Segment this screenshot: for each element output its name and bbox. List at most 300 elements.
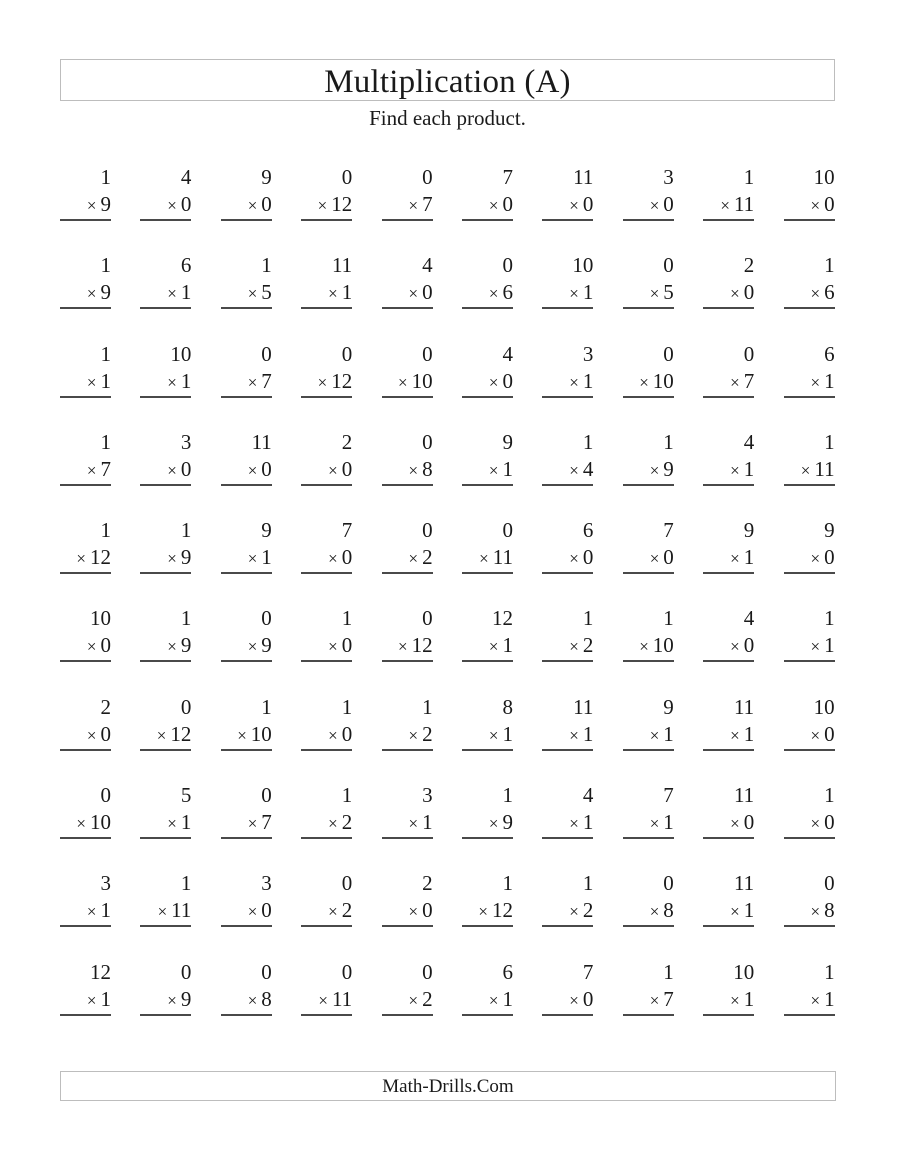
multiplier: 11 (171, 898, 192, 923)
times-icon: × (76, 814, 86, 834)
multiplier: 9 (180, 986, 192, 1011)
multiplier-line (703, 985, 754, 1013)
times-icon: × (86, 902, 97, 922)
multiplicand: 0 (422, 959, 433, 984)
multiplicand: 0 (341, 871, 353, 896)
multiplication-problem (784, 248, 835, 309)
multiplicand: 1 (582, 871, 594, 896)
multiplier-line (623, 367, 674, 395)
answer-line (301, 837, 352, 839)
answer-line (542, 660, 593, 662)
multiplicand: 11 (733, 783, 755, 808)
multiplier-line (542, 190, 593, 218)
multiplication-problem (221, 513, 272, 574)
multiplier-line (382, 278, 433, 306)
answer-line (542, 396, 593, 398)
multiplier: 0 (100, 633, 111, 658)
answer-line (462, 484, 513, 486)
multiplicand: 0 (422, 429, 433, 454)
multiplier-line (221, 985, 272, 1013)
answer-line (542, 484, 593, 486)
multiplicand: 0 (261, 959, 272, 984)
multiplier: 9 (663, 456, 674, 481)
multiplication-problem (784, 337, 835, 398)
multiplication-problem (60, 160, 111, 221)
multiplier-line (623, 985, 674, 1013)
multiplier-line (542, 896, 593, 924)
answer-line (542, 219, 593, 221)
times-icon: × (488, 196, 499, 215)
answer-line (140, 749, 191, 751)
multiplier-line (703, 190, 754, 218)
multiplication-problem (784, 955, 835, 1016)
times-icon: × (569, 814, 579, 834)
answer-line (60, 925, 111, 927)
times-icon: × (156, 725, 167, 745)
multiplier-line (60, 278, 111, 306)
multiplier-line (623, 896, 674, 924)
multiplier-line (784, 808, 835, 836)
times-icon: × (649, 902, 660, 922)
multiplier: 1 (743, 986, 755, 1011)
multiplicand: 6 (502, 959, 513, 984)
answer-line (301, 749, 352, 751)
multiplication-problem (221, 955, 272, 1016)
multiplicand: 7 (341, 518, 353, 543)
multiplicand: 1 (180, 871, 192, 896)
multiplier: 7 (743, 368, 755, 393)
multiplier: 0 (422, 280, 433, 305)
answer-line (140, 925, 191, 927)
multiplier: 0 (341, 545, 353, 570)
multiplication-problem (221, 601, 272, 662)
multiplier-line (221, 543, 272, 571)
multiplicand: 9 (743, 518, 755, 543)
answer-line (784, 925, 835, 927)
multiplier: 1 (743, 456, 755, 481)
multiplication-problem (462, 778, 513, 839)
multiplicand: 11 (573, 165, 594, 189)
times-icon: × (649, 814, 660, 834)
multiplier: 9 (180, 545, 192, 570)
times-icon: × (730, 549, 740, 569)
multiplier-line (60, 631, 111, 659)
times-icon: × (810, 284, 821, 304)
problem-row (60, 955, 836, 1043)
multiplicand: 10 (572, 253, 594, 278)
times-icon: × (649, 549, 660, 569)
multiplicand: 7 (663, 518, 674, 543)
multiplicand: 1 (582, 606, 594, 631)
times-icon: × (730, 372, 740, 392)
problem-row (60, 778, 836, 866)
answer-line (462, 219, 513, 221)
multiplicand: 3 (422, 783, 433, 808)
multiplicand: 1 (261, 253, 272, 278)
answer-line (382, 749, 433, 751)
multiplicand: 1 (100, 341, 111, 366)
multiplication-problem (140, 248, 191, 309)
multiplication-problem (301, 513, 352, 574)
multiplication-problem (382, 160, 433, 221)
multiplicand: 9 (824, 518, 835, 543)
times-icon: × (317, 372, 328, 392)
multiplier: 6 (502, 280, 513, 305)
multiplier-line (542, 455, 593, 483)
multiplier: 2 (422, 545, 433, 570)
multiplier-line (140, 985, 191, 1013)
answer-line (382, 307, 433, 309)
answer-line (60, 219, 111, 221)
multiplication-problem (623, 337, 674, 398)
multiplier-line (623, 278, 674, 306)
multiplier-line (382, 631, 433, 659)
times-icon: × (810, 549, 821, 569)
multiplication-problem (301, 690, 352, 751)
answer-line (221, 219, 272, 221)
answer-line (221, 837, 272, 839)
multiplier-line (784, 631, 835, 659)
multiplier-line (462, 190, 513, 218)
answer-line (462, 660, 513, 662)
multiplier-line (221, 190, 272, 218)
multiplier-line (623, 631, 674, 659)
answer-line (623, 1014, 674, 1016)
multiplier-line (784, 543, 835, 571)
multiplication-problem (60, 601, 111, 662)
times-icon: × (649, 284, 660, 304)
times-icon: × (810, 902, 821, 922)
multiplier: 0 (824, 192, 835, 216)
times-icon: × (328, 902, 338, 922)
multiplicand: 0 (100, 783, 111, 808)
multiplicand: 1 (582, 429, 594, 454)
multiplier-line (382, 808, 433, 836)
times-icon: × (86, 990, 97, 1010)
answer-line (703, 484, 754, 486)
multiplicand: 10 (90, 606, 111, 631)
multiplication-problem (382, 425, 433, 486)
multiplier: 10 (652, 633, 674, 658)
multiplier-line (542, 278, 593, 306)
multiplicand: 9 (261, 518, 272, 543)
multiplier: 1 (582, 810, 594, 835)
answer-line (60, 572, 111, 574)
times-icon: × (810, 990, 821, 1010)
multiplicand: 6 (824, 341, 835, 366)
multiplier-line (382, 720, 433, 748)
multiplication-problem (784, 690, 835, 751)
multiplier-line (703, 543, 754, 571)
multiplication-problem (382, 866, 433, 927)
multiplier-line (542, 631, 593, 659)
times-icon: × (488, 460, 499, 480)
multiplier: 0 (261, 192, 272, 216)
multiplier: 0 (341, 633, 353, 658)
times-icon: × (488, 637, 499, 657)
multiplication-problem (140, 690, 191, 751)
multiplier: 1 (100, 898, 111, 923)
multiplication-problem (784, 866, 835, 927)
times-icon: × (569, 549, 579, 569)
multiplication-problem (542, 955, 593, 1016)
times-icon: × (86, 372, 97, 392)
answer-line (623, 660, 674, 662)
multiplicand: 10 (813, 165, 835, 189)
multiplication-problem (542, 160, 593, 221)
multiplicand: 0 (502, 518, 513, 543)
times-icon: × (328, 637, 338, 657)
multiplier-line (140, 278, 191, 306)
times-icon: × (488, 814, 499, 834)
multiplicand: 0 (422, 606, 433, 631)
answer-line (60, 484, 111, 486)
multiplier: 0 (180, 192, 192, 216)
multiplicand: 0 (502, 253, 513, 278)
multiplier: 11 (733, 192, 755, 216)
problem-row (60, 160, 836, 248)
multiplicand: 1 (100, 253, 111, 278)
multiplicand: 0 (743, 341, 755, 366)
times-icon: × (408, 725, 419, 745)
multiplicand: 8 (502, 694, 513, 719)
multiplication-problem (462, 866, 513, 927)
multiplicand: 4 (582, 783, 594, 808)
times-icon: × (569, 990, 579, 1010)
multiplier-line (462, 631, 513, 659)
multiplicand: 0 (341, 341, 353, 366)
multiplier: 12 (492, 898, 513, 923)
multiplier: 9 (100, 280, 111, 305)
multiplier: 12 (170, 721, 192, 746)
multiplier-line (301, 720, 352, 748)
answer-line (140, 396, 191, 398)
multiplicand: 4 (422, 253, 433, 278)
times-icon: × (247, 460, 258, 480)
multiplication-problem (542, 337, 593, 398)
multiplier: 0 (341, 721, 353, 746)
multiplier-line (542, 985, 593, 1013)
times-icon: × (810, 196, 821, 215)
times-icon: × (167, 814, 177, 834)
multiplication-problem (301, 955, 352, 1016)
answer-line (140, 484, 191, 486)
times-icon: × (569, 725, 579, 745)
multiplier: 2 (582, 633, 594, 658)
multiplication-problem (623, 248, 674, 309)
multiplicand: 0 (422, 165, 433, 189)
multiplier: 0 (502, 368, 513, 393)
answer-line (462, 307, 513, 309)
multiplier-line (301, 455, 352, 483)
times-icon: × (157, 902, 168, 922)
answer-line (140, 572, 191, 574)
multiplication-problem (221, 866, 272, 927)
multiplier: 1 (341, 280, 353, 305)
multiplicand: 0 (261, 341, 272, 366)
multiplier-line (784, 720, 835, 748)
times-icon: × (408, 814, 419, 834)
multiplier-line (462, 278, 513, 306)
answer-line (703, 749, 754, 751)
times-icon: × (398, 372, 408, 392)
multiplicand: 0 (422, 518, 433, 543)
times-icon: × (318, 990, 328, 1010)
multiplier: 0 (743, 810, 755, 835)
multiplicand: 3 (663, 165, 674, 189)
multiplier-line (140, 367, 191, 395)
multiplier-line (221, 808, 272, 836)
times-icon: × (317, 196, 328, 215)
multiplication-problem (542, 601, 593, 662)
times-icon: × (720, 196, 730, 215)
multiplier: 10 (411, 368, 433, 393)
answer-line (382, 484, 433, 486)
multiplicand: 6 (582, 518, 594, 543)
multiplicand: 10 (813, 694, 835, 719)
multiplier: 0 (502, 192, 513, 216)
multiplication-problem (784, 425, 835, 486)
answer-line (382, 396, 433, 398)
times-icon: × (408, 460, 419, 480)
multiplier: 1 (180, 368, 192, 393)
multiplier-line (703, 896, 754, 924)
multiplicand: 0 (261, 783, 272, 808)
times-icon: × (649, 196, 660, 215)
times-icon: × (408, 284, 419, 304)
multiplicand: 4 (743, 606, 755, 631)
multiplier: 0 (824, 810, 835, 835)
multiplicand: 1 (824, 783, 835, 808)
answer-line (623, 749, 674, 751)
answer-line (623, 396, 674, 398)
multiplication-problem (301, 248, 352, 309)
multiplier-line (140, 631, 191, 659)
multiplier-line (623, 543, 674, 571)
multiplier: 9 (180, 633, 192, 658)
multiplier-line (301, 985, 352, 1013)
times-icon: × (247, 637, 258, 657)
multiplier-line (784, 278, 835, 306)
multiplication-problem (462, 513, 513, 574)
multiplication-problem (703, 690, 754, 751)
times-icon: × (328, 549, 338, 569)
answer-line (382, 572, 433, 574)
multiplier: 0 (824, 545, 835, 570)
multiplier: 0 (663, 192, 674, 216)
multiplication-problem (703, 513, 754, 574)
multiplier-line (221, 720, 272, 748)
answer-line (623, 484, 674, 486)
answer-line (703, 396, 754, 398)
times-icon: × (247, 902, 258, 922)
multiplication-problem (462, 955, 513, 1016)
multiplier: 5 (261, 280, 272, 305)
multiplier: 1 (502, 721, 513, 746)
answer-line (221, 749, 272, 751)
multiplication-problem (623, 955, 674, 1016)
multiplicand: 10 (733, 959, 755, 984)
multiplicand: 1 (743, 165, 755, 189)
multiplier: 7 (261, 368, 272, 393)
multiplier-line (623, 455, 674, 483)
answer-line (703, 572, 754, 574)
multiplication-problem (542, 690, 593, 751)
multiplier: 0 (422, 898, 433, 923)
times-icon: × (488, 725, 499, 745)
times-icon: × (328, 460, 338, 480)
times-icon: × (810, 372, 821, 392)
times-icon: × (86, 196, 97, 215)
problem-row (60, 690, 836, 778)
times-icon: × (86, 460, 97, 480)
answer-line (542, 925, 593, 927)
multiplier-line (462, 808, 513, 836)
times-icon: × (167, 284, 177, 304)
multiplication-problem (221, 160, 272, 221)
multiplication-problem (623, 866, 674, 927)
multiplicand: 10 (170, 341, 192, 366)
multiplier: 2 (341, 898, 353, 923)
multiplication-problem (140, 513, 191, 574)
title-box (60, 59, 835, 101)
multiplication-problem (301, 778, 352, 839)
answer-line (60, 749, 111, 751)
multiplier: 0 (261, 456, 272, 481)
multiplier-line (784, 985, 835, 1013)
multiplicand: 2 (422, 871, 433, 896)
multiplication-problem (542, 866, 593, 927)
multiplier-line (221, 896, 272, 924)
multiplication-problem (703, 248, 754, 309)
multiplier: 1 (422, 810, 433, 835)
multiplicand: 5 (180, 783, 192, 808)
multiplier: 8 (422, 456, 433, 481)
multiplier-line (462, 720, 513, 748)
multiplicand: 0 (261, 606, 272, 631)
worksheet-title: Multiplication (A) (324, 64, 571, 100)
multiplicand: 7 (582, 959, 594, 984)
multiplier: 10 (90, 810, 111, 835)
times-icon: × (730, 814, 740, 834)
answer-line (221, 925, 272, 927)
times-icon: × (237, 725, 247, 745)
multiplication-problem (703, 778, 754, 839)
multiplication-problem (382, 337, 433, 398)
times-icon: × (247, 549, 258, 569)
multiplication-problem (462, 160, 513, 221)
times-icon: × (730, 902, 740, 922)
answer-line (382, 837, 433, 839)
multiplier-line (542, 543, 593, 571)
multiplier-line (784, 190, 835, 218)
multiplication-problem (542, 425, 593, 486)
multiplication-problem (382, 601, 433, 662)
multiplier: 1 (502, 456, 513, 481)
times-icon: × (247, 814, 258, 834)
multiplication-problem (60, 337, 111, 398)
multiplication-problem (60, 690, 111, 751)
multiplier: 0 (341, 456, 353, 481)
multiplier-line (60, 720, 111, 748)
multiplication-problem (784, 513, 835, 574)
multiplier-line (703, 455, 754, 483)
multiplier: 1 (582, 721, 594, 746)
multiplicand: 0 (422, 341, 433, 366)
multiplier-line (703, 808, 754, 836)
multiplication-problem (703, 160, 754, 221)
times-icon: × (247, 990, 258, 1010)
